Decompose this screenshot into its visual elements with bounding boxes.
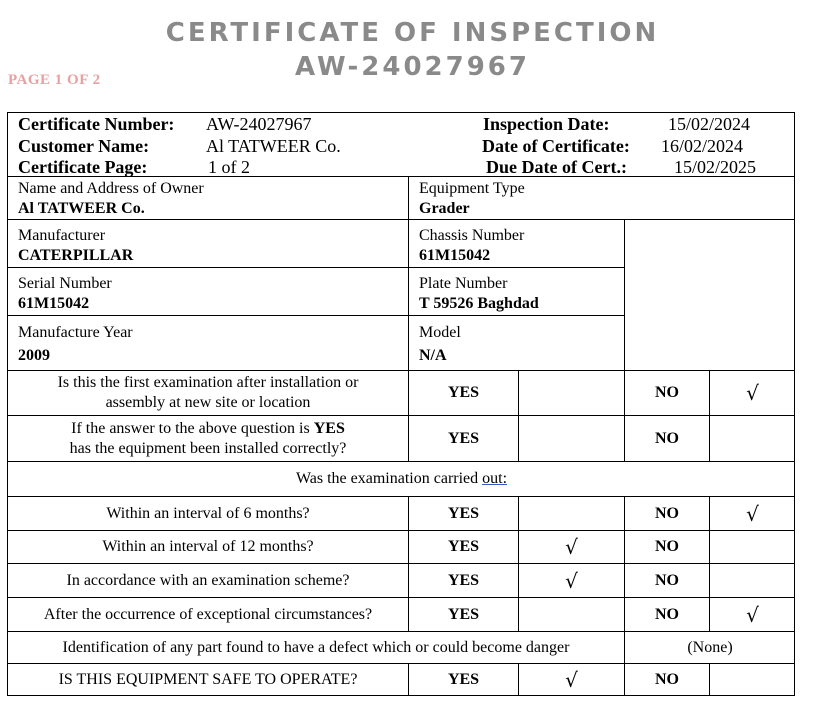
date-of-certificate: 16/02/2024: [661, 136, 744, 156]
customer-name: Al TATWEER Co.: [206, 136, 341, 156]
question-exceptional-circumstances: After the occurrence of exceptional circumstances?: [8, 598, 409, 632]
serial-value: 61M15042: [18, 295, 90, 312]
blank-area: [625, 220, 795, 371]
document-title-number: AW-24027967: [295, 52, 530, 82]
q5-yes-label: YES: [409, 564, 519, 598]
manufacturer-label: Manufacturer: [18, 227, 106, 244]
model-label: Model: [419, 324, 461, 341]
equipment-type-value: Grader: [419, 200, 470, 217]
q5-yes-check: √: [519, 564, 625, 598]
defect-identification: Identification of any part found to have a defect which or could become danger: [8, 632, 625, 664]
question-installed-correctly-line1: [71, 419, 345, 439]
owner-value: Al TATWEER Co.: [18, 200, 145, 217]
q6-yes-label: YES: [409, 598, 519, 632]
document-title: CERTIFICATE OF INSPECTION: [165, 18, 660, 48]
q4-yes-label: YES: [409, 531, 519, 564]
serial-cell: [8, 268, 409, 316]
safe-yes-check: √: [519, 664, 625, 696]
manufacturer-value: CATERPILLAR: [18, 247, 134, 264]
examination-heading-text: Was the examination carried: [295, 470, 483, 487]
chassis-label: Chassis Number: [419, 227, 525, 244]
chassis-value: 61M15042: [419, 247, 491, 264]
question-safe-to-operate: IS THIS EQUIPMENT SAFE TO OPERATE?: [8, 664, 409, 696]
header-block: [8, 113, 795, 177]
certificate-table: [7, 112, 795, 696]
question-first-examination: [8, 371, 409, 416]
model-value: N/A: [419, 347, 447, 364]
q6-yes-box: [519, 598, 625, 632]
due-date-label: Due Date of Cert.:: [486, 157, 627, 177]
safe-yes-label: YES: [409, 664, 519, 696]
year-value: 2009: [18, 347, 50, 364]
inspection-date: 15/02/2024: [668, 114, 751, 134]
question-installed-yes-emphasis: YES: [313, 419, 345, 437]
plate-label: Plate Number: [419, 275, 508, 292]
owner-cell: [8, 177, 409, 220]
q1-yes-label: YES: [409, 371, 519, 416]
question-examination-scheme: In accordance with an examination scheme?: [8, 564, 409, 598]
page-indicator: PAGE 1 OF 2: [8, 72, 101, 88]
q2-no-label: NO: [625, 416, 710, 462]
question-first-examination-line2: assembly at new site or location: [105, 394, 311, 411]
q1-no-check: √: [710, 371, 795, 416]
q1-no-label: NO: [625, 371, 710, 416]
q2-yes-box: [519, 416, 625, 462]
question-installed-correctly-line2: has the equipment been installed correctly?: [69, 439, 347, 457]
certificate-page-label: Certificate Page:: [18, 157, 148, 177]
customer-name-label: Customer Name:: [18, 136, 150, 156]
date-of-certificate-label: Date of Certificate:: [482, 136, 630, 156]
equipment-type-cell: [409, 177, 795, 220]
examination-heading: [8, 462, 795, 497]
chassis-cell: [409, 220, 625, 268]
year-label: Manufacture Year: [18, 324, 133, 341]
certificate-number-label: Certificate Number:: [18, 114, 175, 134]
question-first-examination-line1: Is this the first examination after installation or: [57, 374, 359, 391]
q1-yes-box: [519, 371, 625, 416]
q2-no-box: [710, 416, 795, 462]
question-installed-correctly: [8, 416, 409, 462]
safe-no-box: [710, 664, 795, 696]
certificate-page: 1 of 2: [208, 157, 250, 177]
manufacturer-cell: [8, 220, 409, 268]
q3-yes-box: [519, 497, 625, 531]
examination-heading-link: out:: [482, 470, 508, 487]
question-12-months: Within an interval of 12 months?: [8, 531, 409, 564]
plate-value: T 59526 Baghdad: [419, 295, 539, 312]
q4-yes-check: √: [519, 531, 625, 564]
q5-no-label: NO: [625, 564, 710, 598]
q3-yes-label: YES: [409, 497, 519, 531]
q5-no-box: [710, 564, 795, 598]
q3-no-check: √: [710, 497, 795, 531]
q3-no-label: NO: [625, 497, 710, 531]
owner-label: Name and Address of Owner: [18, 180, 204, 197]
question-6-months: Within an interval of 6 months?: [8, 497, 409, 531]
q6-no-check: √: [710, 598, 795, 632]
safe-no-label: NO: [625, 664, 710, 696]
plate-cell: [409, 268, 625, 316]
q4-no-box: [710, 531, 795, 564]
serial-label: Serial Number: [18, 275, 112, 292]
q4-no-label: NO: [625, 531, 710, 564]
model-cell: [409, 316, 625, 371]
q6-no-label: NO: [625, 598, 710, 632]
inspection-date-label: Inspection Date:: [483, 114, 610, 134]
certificate-number: AW-24027967: [206, 114, 312, 134]
q2-yes-label: YES: [409, 416, 519, 462]
equipment-type-label: Equipment Type: [419, 180, 525, 197]
defect-value: (None): [625, 632, 795, 664]
year-cell: [8, 316, 409, 371]
due-date: 15/02/2025: [674, 157, 757, 177]
question-installed-text: If the answer to the above question is: [71, 419, 314, 437]
